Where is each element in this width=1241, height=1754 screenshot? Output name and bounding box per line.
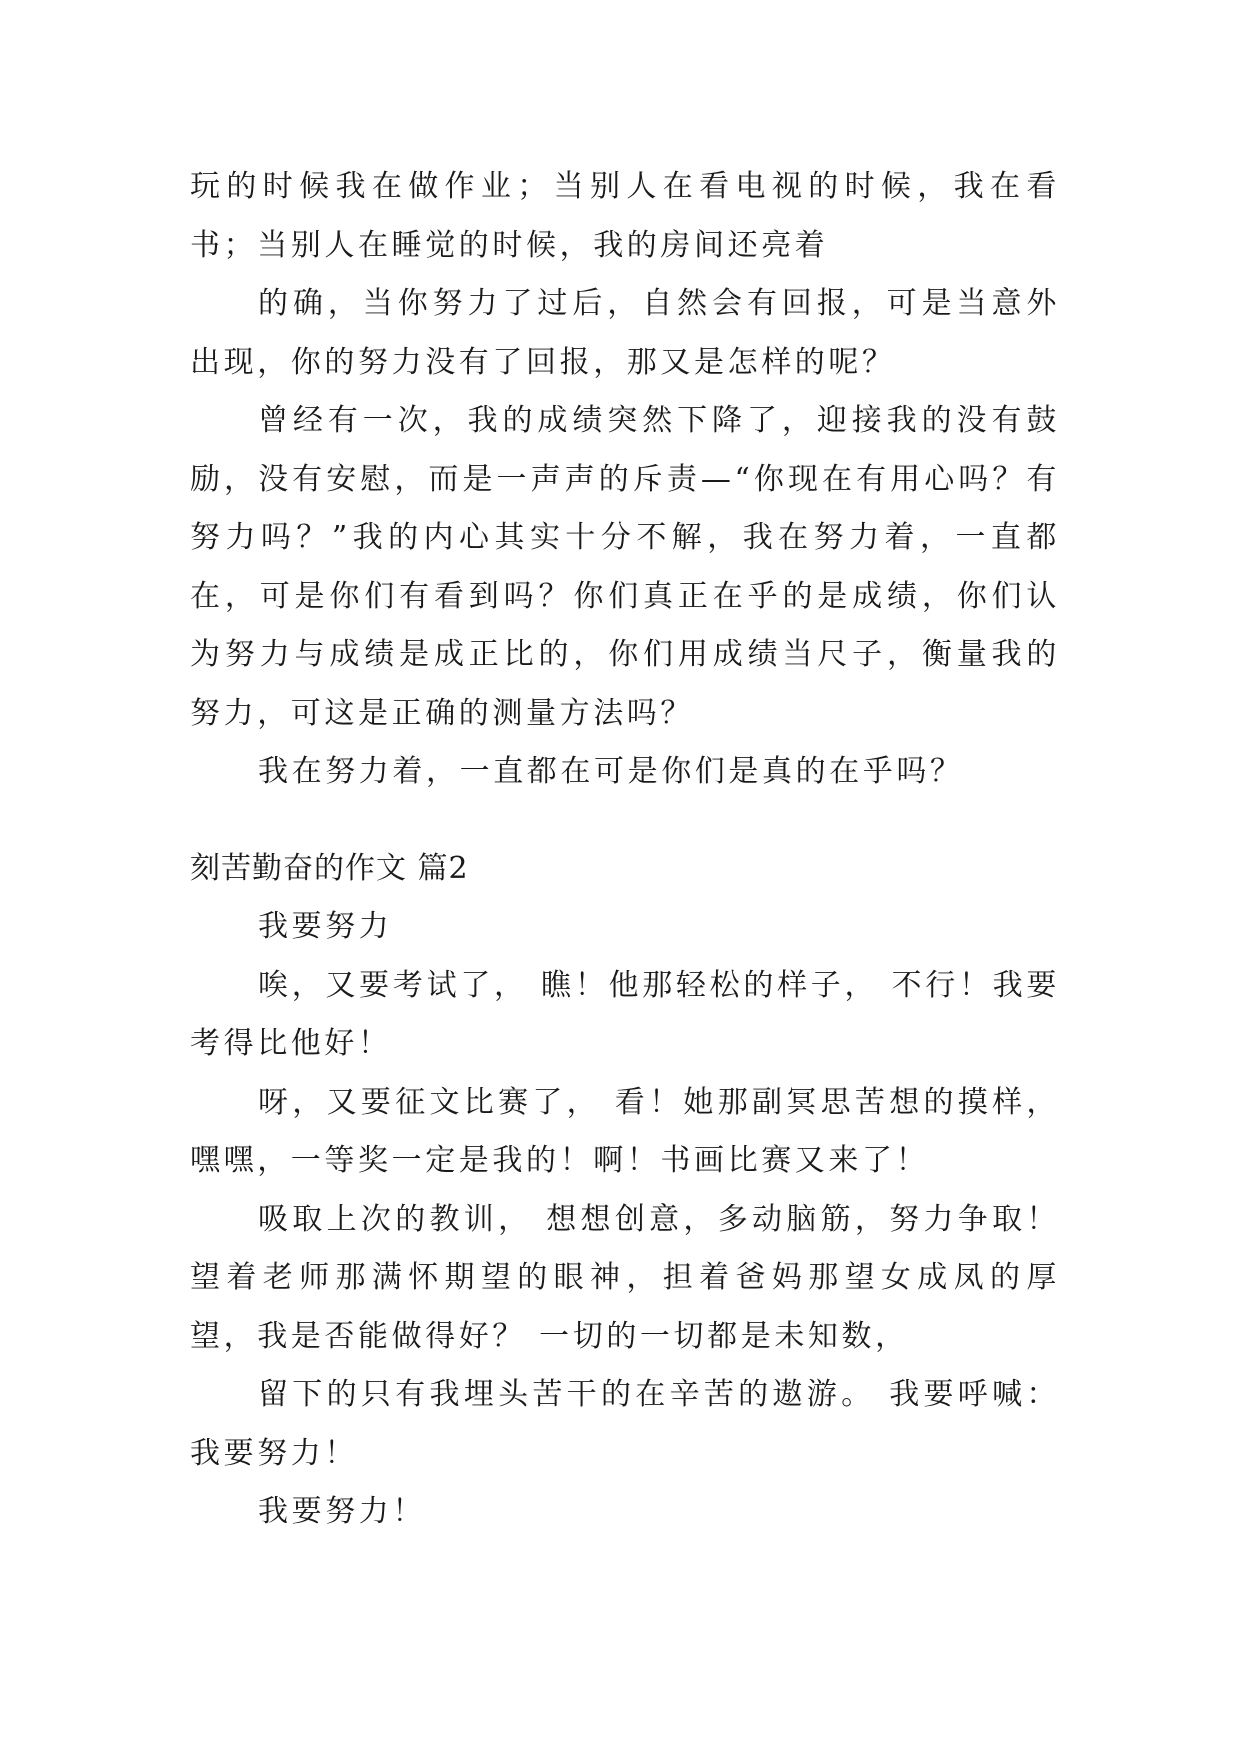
paragraph-9: 留下的只有我埋头苦干的在辛苦的遨游。 我要呼喊：我要努力！ xyxy=(190,1377,1060,1471)
paragraph-5: 我要努力 xyxy=(258,909,393,944)
section-heading: 刻苦勤奋的作文 篇2 xyxy=(190,850,469,886)
document-page xyxy=(190,158,1060,1542)
paragraph-7: 呀，又要征文比赛了， 看！她那副冥思苦想的摸样，嘿嘿，一等奖一定是我的！啊！书画比赛又来了！ xyxy=(190,1084,1060,1178)
paragraph-1: 玩的时候我在做作业；当别人在看电视的时候，我在看书；当别人在睡觉的时候，我的房间还亮着 xyxy=(190,169,1060,263)
paragraph-4: 我在努力着，一直都在可是你们是真的在乎吗？ xyxy=(258,754,964,789)
paragraph-10: 我要努力！ xyxy=(258,1494,426,1529)
paragraph-8: 吸取上次的教训， 想想创意，多动脑筋，努力争取！望着老师那满怀期望的眼神，担着爸妈那望女成凤的厚望，我是否能做得好？ 一切的一切都是未知数， xyxy=(190,1201,1060,1354)
paragraph-2: 的确，当你努力了过后，自然会有回报，可是当意外出现，你的努力没有了回报，那又是怎样的呢？ xyxy=(190,286,1060,380)
paragraph-3: 曾经有一次，我的成绩突然下降了，迎接我的没有鼓励，没有安慰，而是一声声的斥责—“你现在有用心吗？有努力吗？”我的内心其实十分不解，我在努力着，一直都在，可是你们有看到吗？你们真正在乎的是成绩，你们认为努力与成绩是成正比的，你们用成绩当尺子，衡量我的努力，可这是正确的测量方法吗？ xyxy=(190,403,1060,731)
paragraph-6: 唉，又要考试了， 瞧！他那轻松的样子， 不行！我要考得比他好！ xyxy=(190,967,1060,1061)
